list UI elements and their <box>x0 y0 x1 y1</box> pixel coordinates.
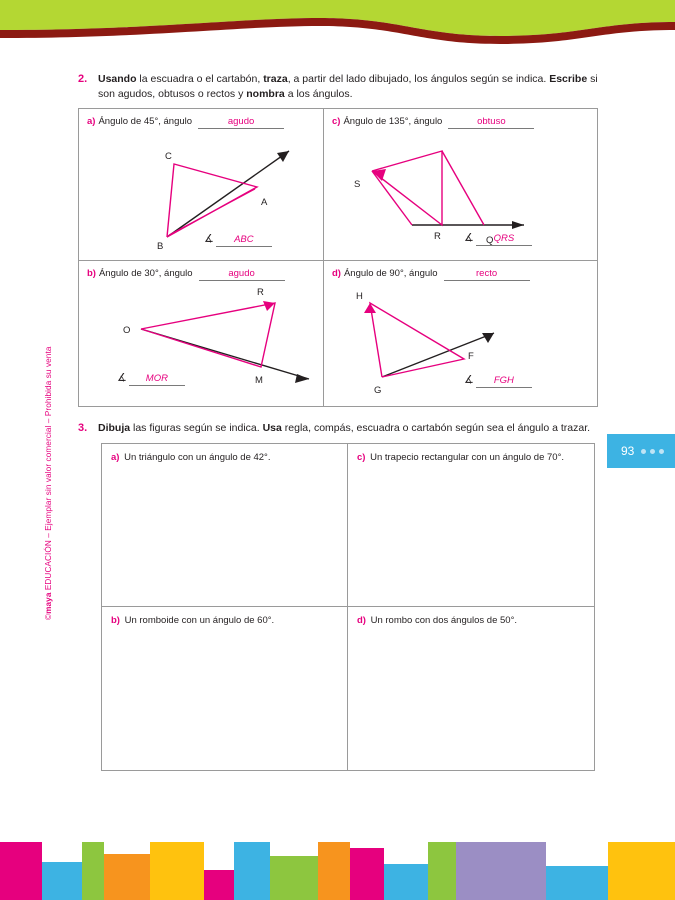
angle-symbol-icon: ∡ <box>117 372 127 385</box>
part-a-text: Un triángulo con un ángulo de 42°. <box>124 451 271 463</box>
svg-text:R: R <box>434 231 441 243</box>
exercise-3-instruction: Dibuja las figuras según se indica. Usa regla, compás, escuadra o cartabón según sea el ángulo a trazar. <box>98 422 591 435</box>
part-d-answer-field[interactable]: recto <box>444 268 530 281</box>
exercise-2-part-c <box>324 109 597 261</box>
angle-symbol-icon: ∡ <box>464 232 474 245</box>
svg-text:H: H <box>356 291 363 303</box>
part-d-text: Un rombo con dos ángulos de 50°. <box>370 614 518 626</box>
bottom-strip-color-block <box>42 862 82 900</box>
svg-text:F: F <box>468 351 474 363</box>
copyright-vertical-text <box>44 347 53 621</box>
page-number: 93 <box>621 444 635 458</box>
bottom-strip-color-block <box>546 866 608 900</box>
part-a-label: a) <box>87 116 96 128</box>
exercise-3-part-c[interactable] <box>348 444 594 607</box>
bottom-strip-color-block <box>0 842 42 900</box>
part-c-label: c) <box>332 116 341 128</box>
page-number-tab <box>607 434 675 468</box>
svg-text:O: O <box>123 325 131 337</box>
svg-text:M: M <box>255 375 263 387</box>
part-b-header <box>87 268 315 281</box>
svg-text:A: A <box>261 197 268 209</box>
part-a-prompt: Ángulo de 45°, ángulo <box>98 116 193 128</box>
bottom-color-strip <box>0 842 675 900</box>
page-tab-dots <box>641 449 664 454</box>
part-c-angle-name[interactable]: QRS <box>476 233 532 246</box>
part-d-label: d) <box>357 614 366 626</box>
exercise-2-part-b <box>79 261 324 406</box>
part-d-label: d) <box>332 268 341 280</box>
exercise-3 <box>78 421 598 436</box>
bottom-strip-color-block <box>350 848 384 900</box>
part-a-header <box>87 116 315 129</box>
exercise-2-part-d <box>324 261 597 406</box>
exercise-3-part-a[interactable] <box>102 444 348 607</box>
exercise-2-instruction: Usando la escuadra o el cartabón, traza, a partir del lado dibujado, los ángulos según se indica. Escribe si son agudos, obtusos o rectos y nombra a los ángulos. <box>98 73 598 101</box>
bottom-strip-color-block <box>150 842 204 900</box>
page-tab-dot <box>659 449 664 454</box>
part-c-prompt: Ángulo de 135°, ángulo <box>343 116 443 128</box>
part-c-text: Un trapecio rectangular con un ángulo de 70°. <box>370 451 565 463</box>
exercise-2 <box>78 72 598 102</box>
bottom-strip-color-block <box>456 842 546 900</box>
part-a-figure <box>79 129 323 254</box>
exercise-3-number: 3. <box>78 422 88 435</box>
page-tab-dot <box>641 449 646 454</box>
svg-text:C: C <box>165 151 172 163</box>
bottom-strip-color-block <box>384 864 428 900</box>
exercise-2-part-a <box>79 109 324 261</box>
part-d-figure <box>324 281 597 406</box>
svg-text:R: R <box>257 287 264 299</box>
part-b-figure <box>79 281 323 406</box>
bottom-strip-color-block <box>104 854 150 900</box>
angle-symbol-icon: ∡ <box>464 374 474 387</box>
exercise-3-grid <box>101 443 595 771</box>
exercise-2-number: 2. <box>78 73 88 85</box>
svg-text:Q: Q <box>486 235 494 247</box>
bottom-strip-color-block <box>234 842 270 900</box>
bottom-strip-color-block <box>82 842 104 900</box>
top-decorative-banner <box>0 0 675 52</box>
part-b-label: b) <box>111 614 120 626</box>
bottom-strip-color-block <box>204 870 234 900</box>
part-b-label: b) <box>87 268 96 280</box>
part-d-angle-name[interactable]: FGH <box>476 375 532 388</box>
part-c-label: c) <box>357 451 366 463</box>
svg-text:B: B <box>157 241 164 250</box>
copyright-symbol: © <box>44 613 53 620</box>
part-a-angle-name[interactable]: ABC <box>216 234 272 247</box>
exercise-2-grid <box>78 108 598 407</box>
bottom-strip-color-block <box>608 842 675 900</box>
page-content <box>78 72 598 771</box>
part-b-angle-name-row <box>117 371 185 386</box>
part-d-angle-name-row <box>464 373 532 388</box>
bottom-strip-color-block <box>318 842 350 900</box>
svg-text:G: G <box>374 385 382 397</box>
part-d-prompt: Ángulo de 90°, ángulo <box>343 268 438 280</box>
part-d-header <box>332 268 589 281</box>
part-a-answer-field[interactable]: agudo <box>198 116 284 129</box>
copyright-brand: maya <box>44 592 53 614</box>
angle-symbol-icon: ∡ <box>204 233 214 246</box>
bottom-strip-color-block <box>428 842 456 900</box>
copyright-rest: EDUCACIÓN – Ejemplar sin valor comercial – Prohibida su venta <box>44 346 53 591</box>
part-b-text: Un romboide con un ángulo de 60°. <box>124 614 275 626</box>
part-c-header <box>332 116 589 129</box>
part-c-answer-field[interactable]: obtuso <box>448 116 534 129</box>
part-b-angle-name[interactable]: MOR <box>129 373 185 386</box>
part-a-label: a) <box>111 451 120 463</box>
part-c-figure <box>324 129 597 254</box>
part-a-angle-name-row <box>204 232 272 247</box>
part-c-angle-name-row <box>464 231 532 246</box>
part-b-prompt: Ángulo de 30°, ángulo <box>98 268 193 280</box>
exercise-3-part-d[interactable] <box>348 607 594 770</box>
svg-text:S: S <box>354 179 361 191</box>
page-tab-dot <box>650 449 655 454</box>
bottom-strip-color-block <box>270 856 318 900</box>
part-b-answer-field[interactable]: agudo <box>199 268 285 281</box>
exercise-3-part-b[interactable] <box>102 607 348 770</box>
